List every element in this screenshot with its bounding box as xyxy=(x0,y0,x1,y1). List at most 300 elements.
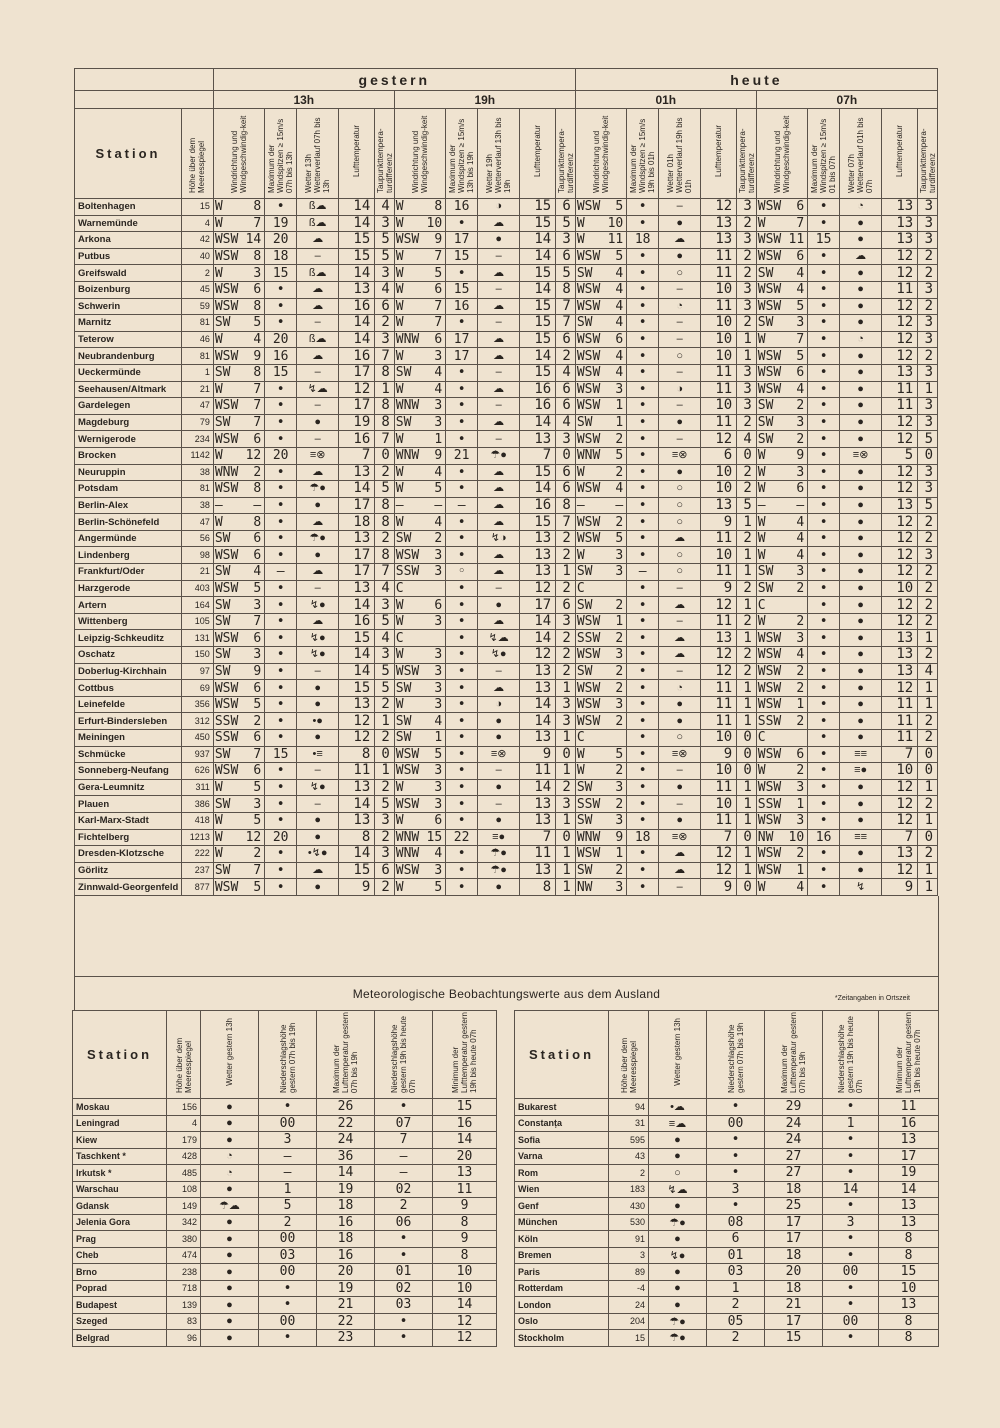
weather-symbol: ● xyxy=(840,265,882,282)
weather-symbol: ☁ xyxy=(478,414,520,431)
dewpoint-difference: 3 xyxy=(556,431,576,448)
wind-direction: WNW xyxy=(395,332,420,348)
station-altitude: 105 xyxy=(181,613,213,630)
station-name: Belgrad xyxy=(73,1330,167,1347)
altitude-column-header: Höhe über dem Meeresspiegel xyxy=(181,109,213,199)
precipitation-night: 02 xyxy=(375,1280,433,1297)
weather-symbol: ☁ xyxy=(840,248,882,265)
wind-direction: SW xyxy=(757,265,774,281)
max-gust: 17 xyxy=(446,348,478,365)
station-altitude: 43 xyxy=(609,1148,649,1165)
wind-speed: 6 xyxy=(253,547,262,563)
wind-direction-speed xyxy=(213,232,264,249)
table-row xyxy=(75,232,938,249)
max-gust: • xyxy=(265,796,297,813)
table-row xyxy=(73,1148,497,1165)
air-temperature: 14 xyxy=(520,713,556,730)
air-temperature: 12 xyxy=(882,248,918,265)
air-temperature: 13 xyxy=(882,215,918,232)
min-temperature: 11 xyxy=(879,1099,939,1116)
dewpoint-difference: 0 xyxy=(918,447,938,464)
air-temperature: 12 xyxy=(882,796,918,813)
station-altitude: 45 xyxy=(181,281,213,298)
wind-direction-speed xyxy=(213,763,264,780)
wind-direction: SW xyxy=(214,647,231,663)
max-gust: • xyxy=(627,630,659,647)
wind-direction-speed xyxy=(575,547,626,564)
wind-direction: W xyxy=(395,879,404,895)
wind-speed: 4 xyxy=(253,332,262,348)
max-gust: 15 xyxy=(265,746,297,763)
max-gust: • xyxy=(808,663,840,680)
max-temperature: 17 xyxy=(765,1313,823,1330)
wind-speed: 5 xyxy=(615,746,624,762)
wind-direction: WSW xyxy=(757,846,782,862)
max-gust: • xyxy=(627,580,659,597)
wind-direction: SW xyxy=(757,431,774,447)
air-temperature: 15 xyxy=(339,248,375,265)
station-altitude: 94 xyxy=(609,1099,649,1116)
precipitation-night: 14 xyxy=(823,1181,879,1198)
wind-speed: 3 xyxy=(615,647,624,663)
col01-header-text: Windrichtung und Windgeschwindig-keit xyxy=(592,115,611,193)
wind-direction-speed xyxy=(756,381,807,398)
dewpoint-difference: 2 xyxy=(918,530,938,547)
wind-direction-speed xyxy=(394,779,445,796)
max-gust: 15 xyxy=(265,364,297,381)
min-temperature: 8 xyxy=(433,1214,497,1231)
dewpoint-difference: 4 xyxy=(375,199,395,216)
max-gust: • xyxy=(627,248,659,265)
weather-symbol: ● xyxy=(840,464,882,481)
air-temperature: 14 xyxy=(339,481,375,498)
wind-direction-speed xyxy=(394,298,445,315)
weather-symbol: ● xyxy=(478,779,520,796)
wind-speed: 3 xyxy=(434,647,443,663)
weather-symbol: ● xyxy=(201,1264,259,1281)
station-name: Rom xyxy=(515,1165,609,1182)
precipitation-night: 03 xyxy=(375,1297,433,1314)
weather-symbol: ● xyxy=(649,1148,707,1165)
wind-direction: WNW xyxy=(395,448,420,464)
min-temperature: 13 xyxy=(433,1165,497,1182)
station-name: Seehausen/Altmark xyxy=(75,381,182,398)
precipitation-day: • xyxy=(259,1099,317,1116)
max-gust: • xyxy=(808,414,840,431)
air-temperature: 12 xyxy=(882,414,918,431)
air-temperature: 12 xyxy=(882,597,918,614)
weather-symbol: ↯● xyxy=(297,630,339,647)
wind-speed: 4 xyxy=(615,315,624,331)
weather-symbol: – xyxy=(659,580,701,597)
dewpoint-difference: 0 xyxy=(556,746,576,763)
max-gust: 15 xyxy=(265,265,297,282)
max-gust: • xyxy=(808,796,840,813)
wind-direction-speed xyxy=(394,331,445,348)
wind-speed: 6 xyxy=(253,431,262,447)
weather-symbol: ☁ xyxy=(478,514,520,531)
precipitation-night: 06 xyxy=(375,1214,433,1231)
wind-speed: 3 xyxy=(434,547,443,563)
air-temperature: 16 xyxy=(339,613,375,630)
air-temperature: 10 xyxy=(701,481,737,498)
station-name: Artern xyxy=(75,597,182,614)
weather-symbol: •● xyxy=(297,713,339,730)
weather-symbol: ● xyxy=(840,812,882,829)
wind-direction: SSW xyxy=(214,730,239,746)
table-row xyxy=(515,1247,939,1264)
max-gust: 18 xyxy=(265,248,297,265)
station-name: Erfurt-Bindersleben xyxy=(75,713,182,730)
wind-speed: 2 xyxy=(253,846,262,862)
station-name: Bremen xyxy=(515,1247,609,1264)
dewpoint-difference: 7 xyxy=(556,514,576,531)
station-altitude: 91 xyxy=(609,1231,649,1248)
weather-symbol: ↯● xyxy=(478,647,520,664)
max-gust: • xyxy=(627,464,659,481)
station-altitude: 342 xyxy=(167,1214,201,1231)
wind-speed: 2 xyxy=(615,796,624,812)
air-temperature: 17 xyxy=(339,497,375,514)
wind-direction: WSW xyxy=(214,547,239,563)
table-row xyxy=(515,1313,939,1330)
weather-symbol: ● xyxy=(840,348,882,365)
wind-direction: W xyxy=(395,697,404,713)
table-row xyxy=(75,414,938,431)
weather-symbol: ● xyxy=(659,713,701,730)
dewpoint-difference: 8 xyxy=(556,497,576,514)
wind-direction: W xyxy=(757,481,766,497)
dewpoint-difference: 2 xyxy=(737,248,757,265)
col13-header-text: Maximum der Windspitzen ≥ 15m/s 07h bis 13h xyxy=(267,118,295,193)
wind-direction: W xyxy=(395,614,404,630)
weather-symbol: ● xyxy=(659,248,701,265)
weather-symbol: – xyxy=(478,796,520,813)
wind-speed: 8 xyxy=(253,481,262,497)
wind-direction-speed xyxy=(575,564,626,581)
weather-symbol: ● xyxy=(201,1132,259,1149)
precipitation-day: 6 xyxy=(707,1231,765,1248)
air-temperature: 14 xyxy=(339,846,375,863)
wind-speed: 3 xyxy=(615,813,624,829)
col07-header-text: Windrichtung und Windgeschwindig-keit xyxy=(772,115,791,193)
air-temperature: 13 xyxy=(882,232,918,249)
max-gust: • xyxy=(446,613,478,630)
air-temperature: 12 xyxy=(339,381,375,398)
max-gust: • xyxy=(446,481,478,498)
wind-direction: NW xyxy=(576,879,593,895)
air-temperature: 11 xyxy=(701,779,737,796)
air-temperature: 12 xyxy=(339,713,375,730)
dewpoint-difference: 3 xyxy=(737,398,757,415)
dewpoint-difference: 7 xyxy=(375,431,395,448)
station-name: Constanța xyxy=(515,1115,609,1132)
dewpoint-difference: 4 xyxy=(737,431,757,448)
wind-speed: 3 xyxy=(796,564,805,580)
wind-direction-speed xyxy=(394,812,445,829)
wind-direction: WSW xyxy=(395,746,420,762)
wind-direction-speed xyxy=(756,779,807,796)
wind-direction-speed xyxy=(575,447,626,464)
precipitation-day: 05 xyxy=(707,1313,765,1330)
dewpoint-difference: 5 xyxy=(918,497,938,514)
foreign-section-header xyxy=(74,976,939,1011)
weather-symbol: ≡● xyxy=(840,763,882,780)
max-gust: 20 xyxy=(265,232,297,249)
station-altitude: 38 xyxy=(181,464,213,481)
air-temperature: 13 xyxy=(339,580,375,597)
max-gust: • xyxy=(265,630,297,647)
wind-direction: WSW xyxy=(576,431,601,447)
wind-direction: W xyxy=(214,780,223,796)
precipitation-day: 00 xyxy=(259,1115,317,1132)
weather-symbol: – xyxy=(478,281,520,298)
air-temperature: 11 xyxy=(701,713,737,730)
weather-symbol: ● xyxy=(201,1214,259,1231)
station-altitude: 2 xyxy=(181,265,213,282)
weather-symbol: ß☁ xyxy=(297,331,339,348)
table-row xyxy=(75,763,938,780)
weather-symbol: ☁ xyxy=(297,862,339,879)
wind-speed: 6 xyxy=(796,365,805,381)
min-temperature: 10 xyxy=(433,1280,497,1297)
weather-symbol: ☁ xyxy=(659,232,701,249)
station-name: Berlin-Alex xyxy=(75,497,182,514)
weather-symbol: – xyxy=(659,281,701,298)
wind-direction: SW xyxy=(757,564,774,580)
wind-direction: – xyxy=(395,497,404,513)
wind-speed: 3 xyxy=(615,547,624,563)
wind-direction: NW xyxy=(757,829,774,845)
air-temperature: 17 xyxy=(520,597,556,614)
wind-speed: 5 xyxy=(434,879,443,895)
wind-direction-speed xyxy=(575,199,626,216)
weather-symbol: ● xyxy=(201,1280,259,1297)
wind-direction-speed xyxy=(394,447,445,464)
dewpoint-difference: 2 xyxy=(737,481,757,498)
max-gust: • xyxy=(808,364,840,381)
air-temperature: 15 xyxy=(520,464,556,481)
wind-speed: 5 xyxy=(796,298,805,314)
wind-direction-speed xyxy=(394,215,445,232)
table-row xyxy=(75,713,938,730)
dewpoint-difference: 1 xyxy=(918,879,938,896)
dewpoint-difference: 0 xyxy=(737,746,757,763)
air-temperature: 13 xyxy=(701,215,737,232)
dewpoint-difference: 1 xyxy=(556,763,576,780)
wind-direction-speed xyxy=(213,348,264,365)
air-temperature: 13 xyxy=(339,779,375,796)
table-row xyxy=(515,1165,939,1182)
wind-direction-speed xyxy=(756,464,807,481)
wind-direction-speed xyxy=(756,812,807,829)
station-name: Magdeburg xyxy=(75,414,182,431)
dewpoint-difference: 1 xyxy=(375,381,395,398)
weather-symbol: ↯● xyxy=(649,1247,707,1264)
dewpoint-difference: 1 xyxy=(737,696,757,713)
max-gust: 16 xyxy=(446,298,478,315)
max-gust: • xyxy=(808,497,840,514)
wind-direction: WSW xyxy=(757,630,782,646)
wind-direction-speed xyxy=(575,862,626,879)
wind-direction-speed xyxy=(575,730,626,747)
station-altitude: 83 xyxy=(167,1313,201,1330)
station-name: Szeged xyxy=(73,1313,167,1330)
max-gust: • xyxy=(446,464,478,481)
weather-symbol: ◔ xyxy=(201,1148,259,1165)
dewpoint-difference: 5 xyxy=(556,265,576,282)
weather-symbol: ● xyxy=(297,414,339,431)
air-temperature: 10 xyxy=(701,398,737,415)
foreign-left-station-header: Station xyxy=(73,1011,167,1099)
min-temperature: 11 xyxy=(433,1181,497,1198)
wind-direction-speed xyxy=(213,248,264,265)
wind-direction: WNW xyxy=(395,829,420,845)
dewpoint-difference: 2 xyxy=(918,248,938,265)
wind-speed: 2 xyxy=(796,713,805,729)
dewpoint-difference: 0 xyxy=(737,763,757,780)
station-name: Warschau xyxy=(73,1181,167,1198)
max-gust: • xyxy=(808,281,840,298)
wind-direction: WSW xyxy=(576,365,601,381)
col01-header-text: Lufttemperatur xyxy=(714,124,724,178)
dewpoint-difference: 5 xyxy=(375,796,395,813)
wind-direction-speed xyxy=(394,862,445,879)
station-name: Lindenberg xyxy=(75,547,182,564)
wind-speed: 4 xyxy=(434,365,443,381)
wind-direction: WSW xyxy=(214,763,239,779)
wind-direction: W xyxy=(576,763,585,779)
wind-direction-speed xyxy=(213,447,264,464)
wind-direction-speed xyxy=(575,530,626,547)
wind-speed: 3 xyxy=(253,265,262,281)
weather-symbol: ☂● xyxy=(478,846,520,863)
wind-direction-speed xyxy=(575,281,626,298)
station-altitude: 4 xyxy=(181,215,213,232)
wind-speed: 8 xyxy=(253,249,262,265)
wind-direction-speed xyxy=(394,647,445,664)
wind-direction: WSW xyxy=(757,199,782,215)
wind-direction: W xyxy=(757,614,766,630)
station-altitude: 156 xyxy=(167,1099,201,1116)
station-name: Dresden-Klotzsche xyxy=(75,846,182,863)
wind-direction: W xyxy=(757,879,766,895)
col13-header-text: Taupunkttempera-turdifferenz xyxy=(375,128,394,193)
wind-speed: 7 xyxy=(796,332,805,348)
table-row xyxy=(75,248,938,265)
precipitation-night: • xyxy=(823,1247,879,1264)
dewpoint-difference: 3 xyxy=(556,696,576,713)
col07-header-text: Lufttemperatur xyxy=(895,124,905,178)
max-gust: – xyxy=(627,564,659,581)
weather-symbol: ● xyxy=(840,680,882,697)
wind-direction-speed xyxy=(394,564,445,581)
wind-direction: WSW xyxy=(757,647,782,663)
wind-direction: WSW xyxy=(757,232,782,248)
wind-direction-speed xyxy=(213,630,264,647)
wind-speed: 1 xyxy=(434,431,443,447)
wind-direction-speed xyxy=(575,331,626,348)
foreign-right-col-header xyxy=(609,1011,649,1099)
foreign-left-col-header xyxy=(317,1011,375,1099)
col01-header-3 xyxy=(701,109,737,199)
wind-direction: WSW xyxy=(576,514,601,530)
weather-symbol: ◑ xyxy=(478,199,520,216)
precipitation-night: – xyxy=(375,1165,433,1182)
col01-header-1 xyxy=(627,109,659,199)
station-altitude: 81 xyxy=(181,315,213,332)
max-gust: • xyxy=(627,398,659,415)
wind-direction: W xyxy=(757,464,766,480)
wind-speed: 4 xyxy=(796,282,805,298)
weather-symbol: ● xyxy=(840,696,882,713)
dewpoint-difference: 3 xyxy=(918,215,938,232)
air-temperature: 14 xyxy=(339,199,375,216)
wind-direction: WSW xyxy=(214,481,239,497)
weather-symbol: ☁ xyxy=(659,630,701,647)
wind-speed: 8 xyxy=(434,199,443,215)
wind-speed: 4 xyxy=(615,265,624,281)
air-temperature: 12 xyxy=(882,315,918,332)
col13-header-4 xyxy=(375,109,395,199)
wind-speed: 1 xyxy=(796,796,805,812)
wind-speed: 6 xyxy=(434,813,443,829)
max-gust: • xyxy=(446,812,478,829)
station-name: Bukarest xyxy=(515,1099,609,1116)
max-temperature: 23 xyxy=(317,1330,375,1347)
max-gust: • xyxy=(627,696,659,713)
dewpoint-difference: 7 xyxy=(556,298,576,315)
station-altitude: 108 xyxy=(167,1181,201,1198)
wind-speed: 5 xyxy=(796,348,805,364)
air-temperature: 7 xyxy=(520,447,556,464)
dewpoint-difference: 2 xyxy=(556,530,576,547)
air-temperature: 13 xyxy=(520,862,556,879)
max-gust: • xyxy=(627,530,659,547)
station-altitude: 179 xyxy=(167,1132,201,1149)
precipitation-day: 5 xyxy=(259,1198,317,1215)
wind-speed: 5 xyxy=(253,315,262,331)
col19-header-text: Taupunkttempera-turdifferenz xyxy=(556,128,575,193)
station-altitude: 238 xyxy=(167,1264,201,1281)
wind-direction: WSW xyxy=(576,647,601,663)
station-name: München xyxy=(515,1214,609,1231)
dewpoint-difference: 2 xyxy=(737,530,757,547)
dewpoint-difference: 2 xyxy=(737,464,757,481)
air-temperature: 13 xyxy=(882,199,918,216)
wind-direction-speed xyxy=(394,315,445,332)
col01-header-text: Maximum der Windspitzen ≥ 15m/s 19h bis 01h xyxy=(629,118,657,193)
foreign-col-header-text: Wetter gestern 13h xyxy=(225,1018,234,1086)
wind-direction-speed xyxy=(213,779,264,796)
station-altitude: 164 xyxy=(181,597,213,614)
air-temperature: 14 xyxy=(520,348,556,365)
weather-symbol: ● xyxy=(649,1280,707,1297)
wind-speed: 8 xyxy=(253,365,262,381)
max-gust: • xyxy=(627,730,659,747)
dewpoint-difference: 3 xyxy=(556,796,576,813)
weather-symbol: ☁ xyxy=(297,281,339,298)
wind-direction: SW xyxy=(757,398,774,414)
wind-direction: SW xyxy=(757,580,774,596)
weather-symbol: – xyxy=(659,763,701,780)
weather-symbol: ● xyxy=(840,597,882,614)
precipitation-night: • xyxy=(823,1148,879,1165)
max-gust: • xyxy=(808,680,840,697)
precipitation-night: • xyxy=(823,1280,879,1297)
station-altitude: 96 xyxy=(167,1330,201,1347)
station-altitude: -4 xyxy=(609,1280,649,1297)
